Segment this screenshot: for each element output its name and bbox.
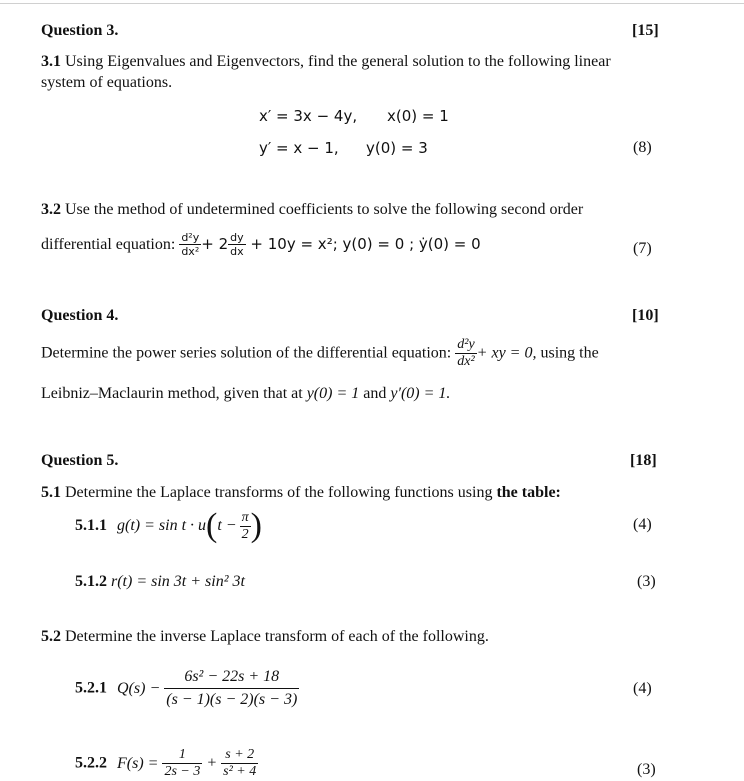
q5-1-number: 5.1 [41, 484, 61, 501]
q3-2-line1 [41, 201, 583, 219]
q5-1-1-row [75, 507, 262, 545]
q5-2-2-f2-denominator: s² + 4 [223, 764, 257, 779]
q3-1-text: Using Eigenvalues and Eigenvectors, find the general solution to the following linear [65, 53, 611, 70]
q5-2-1-fraction [164, 669, 299, 708]
q5-1-1-two: 2 [241, 526, 249, 542]
q4-d2y-dx2-fraction [455, 338, 476, 369]
q5-1-1-lhs: g(t) = sin t · u [117, 517, 207, 534]
q5-1-text: Determine the Laplace transforms of the following functions using [65, 484, 493, 501]
q5-1-2-marks: (3) [637, 573, 656, 590]
q5-2-1-denominator: (s − 1)(s − 2)(s − 3) [166, 691, 298, 708]
q5-2-1-row [75, 669, 299, 708]
q3-2-number: 3.2 [41, 201, 61, 218]
q4-eq-rest: + xy = 0, [476, 344, 537, 362]
q5-1-1-open-paren: ( [206, 507, 218, 544]
q3-2-line2 [41, 232, 481, 257]
q4-line1 [41, 338, 599, 369]
q3-2-lead: differential equation: [41, 236, 176, 253]
q4-line1-lead: Determine the power series solution of the differential equation: [41, 344, 452, 362]
q5-2-2-f1-numerator: 1 [162, 748, 202, 764]
q3-1-line2: system of equations. [41, 74, 173, 91]
q5-2-2-number: 5.2.2 [75, 754, 107, 772]
q3-eq2-condition: y(0) = 3 [366, 139, 428, 157]
q3-1-marks: (8) [633, 139, 652, 156]
q3-2-dx: dx [230, 245, 244, 258]
q5-1-line [41, 484, 561, 502]
q3-2-dx2: dx² [181, 245, 200, 258]
q5-2-2-row [75, 748, 258, 779]
q5-2-1-lhs: Q(s) − [117, 679, 161, 697]
q5-2-2-f1-denominator: 2s − 3 [164, 764, 201, 779]
q4-marks: [10] [632, 307, 659, 324]
q4-line1-tail: using the [540, 344, 599, 362]
q3-2-plus2: + 2 [201, 235, 229, 253]
q5-2-2-f2-numerator: s + 2 [221, 748, 258, 764]
q4-cond2: y′(0) = 1. [390, 385, 451, 402]
q5-1-1-pi: π [241, 509, 249, 525]
q5-marks: [18] [630, 452, 657, 469]
q4-and: and [363, 385, 387, 402]
q5-1-1-marks: (4) [633, 516, 652, 533]
q3-2-marks: (7) [633, 240, 652, 257]
q5-1-bold: the table: [496, 484, 561, 501]
q5-1-2-row [75, 573, 245, 591]
q4-d2y: d²y [457, 337, 475, 352]
q4-line2 [41, 385, 450, 403]
q5-2-2-fraction-2 [221, 748, 258, 779]
q3-2-dy-dx-fraction [228, 232, 246, 257]
q5-2-1-numerator: 6s² − 22s + 18 [164, 669, 299, 689]
q5-1-1-pi-fraction [240, 511, 251, 542]
q3-2-dy: dy [230, 231, 244, 244]
q5-2-line [41, 628, 489, 646]
q5-2-number: 5.2 [41, 628, 61, 645]
q5-2-1-marks: (4) [633, 680, 652, 697]
q3-heading: Question 3. [41, 22, 119, 39]
q5-1-1-number: 5.1.1 [75, 517, 107, 534]
q3-2-text: Use the method of undetermined coefficients to solve the following second order [65, 201, 584, 218]
q5-heading: Question 5. [41, 452, 119, 469]
q4-line2-lead: Leibniz–Maclaurin method, given that at [41, 385, 303, 402]
q3-2-rest: + 10y = x²; y(0) = 0 ; ẏ(0) = 0 [250, 235, 481, 253]
q5-1-2-number: 5.1.2 [75, 573, 107, 590]
q3-eq2: y′ = x − 1, [259, 139, 339, 157]
q5-1-1-t: t − [217, 517, 237, 534]
q5-2-2-marks: (3) [637, 761, 656, 778]
q3-1-line1 [41, 53, 611, 71]
q5-2-2-plus: + [206, 754, 218, 772]
q4-heading: Question 4. [41, 307, 119, 324]
q3-eq1: x′ = 3x − 4y, [259, 107, 358, 125]
q5-1-2-expr: r(t) = sin 3t + sin² 3t [111, 573, 245, 590]
q5-2-1-number: 5.2.1 [75, 679, 107, 697]
q3-eq1-condition: x(0) = 1 [387, 107, 449, 125]
q3-marks: [15] [632, 22, 659, 39]
q5-1-1-close-paren: ) [250, 507, 262, 544]
q4-cond1: y(0) = 1 [306, 385, 360, 402]
q5-2-2-lhs: F(s) = [117, 754, 159, 772]
top-divider [0, 3, 744, 4]
q5-2-2-fraction-1 [162, 748, 202, 779]
q3-2-d2y: d²y [181, 231, 200, 244]
q4-dx2: dx² [457, 354, 475, 369]
q3-2-d2y-dx2-fraction [179, 232, 201, 257]
q3-2-equation [179, 231, 481, 258]
q3-1-number: 3.1 [41, 53, 61, 70]
q5-2-text: Determine the inverse Laplace transform of each of the following. [65, 628, 489, 645]
